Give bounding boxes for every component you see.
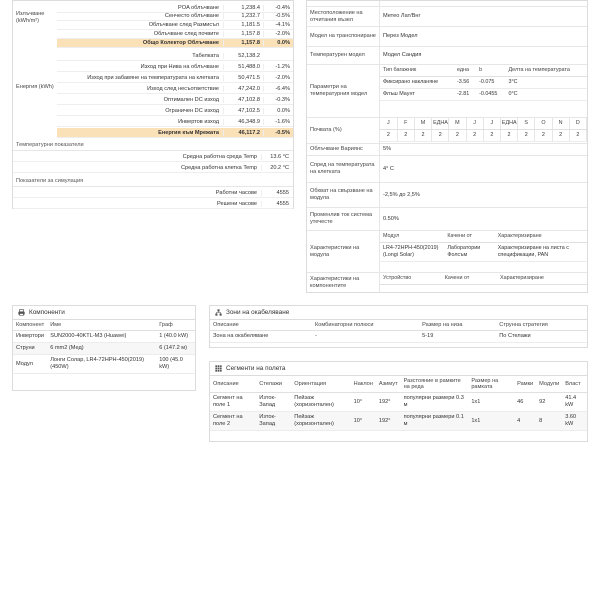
mismatch-label: Обхват на свързване на модула <box>310 188 373 201</box>
table-cell: Пейзаж (хоризонтален) <box>291 412 350 431</box>
irradiance-row-percent: -0.4% <box>263 5 293 11</box>
energy-row-label: Табелката <box>192 52 219 59</box>
temperature-row-value: 20.2 °C <box>261 165 293 171</box>
config-temp-params-row <box>307 65 587 118</box>
column-header: Делта на температурата <box>505 65 587 77</box>
transposition-label: Модел на транспониране <box>310 33 376 39</box>
irradiance-row-label: Облъчване след почвите <box>153 31 219 37</box>
soiling-month-header: ЕДНА <box>500 118 517 130</box>
weather-value: Метео Лат/Внг <box>379 7 587 26</box>
column-header: b <box>476 65 505 77</box>
table-cell: 92 <box>536 393 562 412</box>
table-header-row <box>13 320 195 331</box>
table-cell: 4 <box>514 412 536 431</box>
table-cell: 192° <box>376 393 401 412</box>
energy-row-label: Оптимален DC изход <box>163 96 219 103</box>
zones-table <box>210 320 587 343</box>
simulation-section-title: Показатели за симулация <box>13 176 293 187</box>
components-header <box>13 306 195 320</box>
soiling-month-value: 2 <box>466 130 483 142</box>
energy-row-value: 51,488.0 <box>223 64 263 70</box>
table-cell: 1x1 <box>468 393 514 412</box>
energy-row-percent: -6.4% <box>263 86 293 92</box>
irradiance-row-percent: -0.5% <box>263 13 293 19</box>
cell-temp-value: 4° C <box>379 156 587 182</box>
table-row <box>380 89 587 101</box>
table-row <box>13 355 195 374</box>
table-cell: Модул <box>13 355 47 374</box>
simulation-row-value: 4555 <box>261 190 293 196</box>
energy-row <box>57 128 293 138</box>
temp-model-value: Модел Сандия <box>379 47 587 64</box>
irradiance-row-percent: -4.1% <box>263 22 293 28</box>
energy-row-percent: -0.3% <box>263 97 293 103</box>
printer-icon <box>18 309 25 316</box>
energy-row-label: Изход при забавяне на температурата на клетката <box>87 74 219 81</box>
energy-row-value: 46,117.2 <box>223 130 263 136</box>
module-char-table <box>380 231 587 262</box>
energy-row <box>57 117 293 127</box>
energy-row-percent: 0.0% <box>263 108 293 114</box>
simulation-row-value: 4555 <box>261 201 293 207</box>
config-leakage-row <box>307 208 587 231</box>
irradiance-group-label: Излъчване (kWh/m²) <box>16 11 45 24</box>
energy-row-value: 46,348.9 <box>223 119 263 125</box>
energy-row <box>57 84 293 94</box>
table-cell: 41.4 kW <box>562 393 587 412</box>
table-row <box>380 243 587 262</box>
table-cell: популярни размери 0.1 м <box>401 412 469 431</box>
table-cell: Флъш Маунт <box>380 89 454 101</box>
energy-row <box>57 51 293 61</box>
soiling-month-value: 2 <box>500 130 517 142</box>
components-panel <box>12 305 196 391</box>
config-weather-row <box>307 7 587 27</box>
soiling-month-header: O <box>535 118 552 130</box>
simulation-row-label: Работни часове <box>215 189 257 196</box>
module-char-table-wrap <box>379 231 587 272</box>
table-cell: Лонги Солар, LR4-72HPH-450(2019) (450W) <box>47 355 156 374</box>
column-header: Устройство <box>380 273 442 285</box>
table-cell: По Стелажи <box>496 331 587 343</box>
energy-row <box>57 95 293 105</box>
energy-row-percent: -2.0% <box>263 75 293 81</box>
soiling-table <box>380 118 587 142</box>
column-header: Характеризиране <box>495 231 587 243</box>
energy-row-percent: -1.2% <box>263 64 293 70</box>
table-row <box>13 331 195 343</box>
irradiance-row-label: POA облъчване <box>177 5 219 11</box>
irr-variance-value: 5% <box>379 144 587 155</box>
simulation-config-panel <box>306 0 588 293</box>
column-header: Азимут <box>376 376 401 393</box>
component-char-table-wrap <box>379 273 587 293</box>
segments-table <box>210 376 587 431</box>
column-header: Власт <box>562 376 587 393</box>
config-temp-model-row <box>307 47 587 65</box>
table-header-row <box>210 320 587 331</box>
soiling-month-value: 2 <box>397 130 414 142</box>
irradiance-row-label: Сенчесто облъчване <box>164 13 219 19</box>
column-header: Качени от <box>442 273 497 285</box>
column-header: Размер на рамката <box>468 376 514 393</box>
table-header-row <box>380 65 587 77</box>
segments-header <box>210 362 587 376</box>
soiling-month-header: F <box>397 118 414 130</box>
temperature-row-label: Средна работна среда Temp <box>182 153 257 160</box>
config-soiling-row <box>307 118 587 144</box>
irradiance-row-label: Облъчване след Размисъл <box>148 22 219 28</box>
config-component-char-row <box>307 273 587 293</box>
soiling-month-value: 2 <box>449 130 466 142</box>
column-header: една <box>454 65 476 77</box>
table-cell: Фиксирано накланяне <box>380 77 454 89</box>
sitemap-icon <box>215 309 222 316</box>
table-cell: 1 (40.0 kW) <box>156 331 195 343</box>
irradiance-row <box>57 12 293 21</box>
energy-row <box>57 73 293 83</box>
column-header: Характеризиране <box>497 273 587 285</box>
table-row <box>210 331 587 343</box>
column-header: Стелажи <box>256 376 291 393</box>
table-cell: 1x1 <box>468 412 514 431</box>
table-row <box>13 343 195 355</box>
column-header: Качени от <box>444 231 494 243</box>
components-table <box>13 320 195 374</box>
column-header: Тип багажник <box>380 65 454 77</box>
soiling-month-value: 2 <box>569 130 586 142</box>
table-cell: 3°C <box>505 77 587 89</box>
table-cell: Зона на окабеляване <box>210 331 312 343</box>
energy-row-value: 50,471.5 <box>223 75 263 81</box>
energy-row-label: Изход при Нива на облъчване <box>140 63 219 70</box>
energy-row-label: Изход след несъответствие <box>147 85 219 92</box>
table-row <box>210 412 587 431</box>
irradiance-row-percent: -2.0% <box>263 31 293 37</box>
table-cell: SUN2000-40KTL-M3 (Huawei) <box>47 331 156 343</box>
soiling-label: Почвата (%) <box>310 127 342 133</box>
table-cell: Струни <box>13 343 47 355</box>
table-cell: Сегмент на поле 1 <box>210 393 256 412</box>
table-cell: 0°C <box>505 89 587 101</box>
column-header: Компонент <box>13 320 47 331</box>
soiling-header-row <box>380 118 587 130</box>
energy-row <box>57 106 293 116</box>
simulation-row-label: Решени часове <box>217 200 257 207</box>
temp-params-table <box>380 65 587 101</box>
energy-row-percent: -0.5% <box>263 130 293 136</box>
table-cell: 5-19 <box>419 331 496 343</box>
column-header: Модул <box>380 231 444 243</box>
column-header: Име <box>47 320 156 331</box>
soiling-month-value: 2 <box>380 130 397 142</box>
column-header: Размер на низа <box>419 320 496 331</box>
column-header: Разстояние в рамките на реда <box>401 376 469 393</box>
mismatch-value: -2,5% до 2,5% <box>379 183 587 207</box>
results-summary-panel <box>12 0 294 209</box>
energy-row <box>57 62 293 72</box>
weather-label: Местоположение на отчитания възел <box>310 9 363 23</box>
simulation-row <box>13 199 293 209</box>
soiling-month-value: 2 <box>483 130 500 142</box>
config-module-char-row <box>307 231 587 273</box>
soiling-month-header: J <box>466 118 483 130</box>
table-cell: - <box>312 331 419 343</box>
leakage-label: Променлив ток система утечесте <box>310 212 373 225</box>
energy-row-label: Инвертов изход <box>178 118 219 125</box>
component-char-table <box>380 273 587 285</box>
temp-model-label: Температурен модел <box>310 52 365 58</box>
leakage-value: 0.50% <box>379 208 587 230</box>
irradiance-row-percent: 0.0% <box>263 40 293 46</box>
soiling-month-header: J <box>380 118 397 130</box>
module-char-label: Характеристики на модула <box>310 244 360 258</box>
irradiance-row-value: 1,238.4 <box>223 5 263 11</box>
table-cell: 10° <box>351 393 376 412</box>
column-header: Рамки <box>514 376 536 393</box>
component-char-label: Характеристики на компонентите <box>310 276 360 289</box>
column-header: Граф <box>156 320 195 331</box>
soiling-month-header: D <box>569 118 586 130</box>
config-cell-temp-row <box>307 156 587 183</box>
temperature-row <box>13 163 293 173</box>
table-header-row <box>210 376 587 393</box>
energy-row-percent: -1.6% <box>263 119 293 125</box>
cell-temp-label: Спред на температурата на клетката <box>310 162 375 175</box>
irradiance-row-label: Общо Колектор Облъчване <box>142 40 219 46</box>
table-cell: 3.60 kW <box>562 412 587 431</box>
energy-group-label: Енергия (kWh) <box>16 84 54 90</box>
irradiance-row <box>57 21 293 30</box>
simulation-row <box>13 188 293 198</box>
irradiance-row <box>57 39 293 48</box>
table-cell: Изток-Запад <box>256 412 291 431</box>
table-cell: LR4-72HPH-450(2019) (Longi Solar) <box>380 243 444 262</box>
energy-row-label: Ограничен DC изход <box>165 107 219 114</box>
temperature-row-value: 13.6 °C <box>261 154 293 160</box>
table-cell: 6 (147.2 м) <box>156 343 195 355</box>
soiling-month-header: J <box>483 118 500 130</box>
irr-variance-label: Облъчване Вариянс <box>310 146 363 152</box>
column-header: Ориентация <box>291 376 350 393</box>
column-header: Комбинаторни полюси <box>312 320 419 331</box>
table-cell: Сегмент на поле 2 <box>210 412 256 431</box>
soiling-month-value: 2 <box>552 130 569 142</box>
soiling-value-row <box>380 130 587 142</box>
soiling-month-value: 2 <box>432 130 449 142</box>
column-header: Струнна стратегия <box>496 320 587 331</box>
field-segments-panel <box>209 361 588 442</box>
soiling-month-header: N <box>552 118 569 130</box>
irradiance-row-value: 1,181.5 <box>223 22 263 28</box>
zones-header <box>210 306 587 320</box>
soiling-month-header: M <box>449 118 466 130</box>
energy-row-value: 52,138.2 <box>223 53 263 59</box>
table-cell: 192° <box>376 412 401 431</box>
soiling-month-header: S <box>518 118 535 130</box>
energy-row-value: 47,102.8 <box>223 97 263 103</box>
irradiance-row <box>57 30 293 39</box>
column-header: Описание <box>210 320 312 331</box>
table-cell: Инвертори <box>13 331 47 343</box>
zones-title: Зони на окабеляване <box>226 309 290 316</box>
temp-params-label: Параметри на температурния модел <box>310 84 368 97</box>
soiling-month-value: 2 <box>518 130 535 142</box>
table-cell: Изток-Запад <box>256 393 291 412</box>
wiring-zones-panel <box>209 305 588 348</box>
temperature-row-label: Средна работна клетка Temp <box>180 164 257 171</box>
soiling-table-wrap <box>379 118 587 143</box>
table-cell: -0.075 <box>476 77 505 89</box>
irradiance-row-value: 1,157.8 <box>223 40 263 46</box>
irradiance-row-value: 1,157.8 <box>223 31 263 37</box>
column-header: Модули <box>536 376 562 393</box>
config-irr-variance-row <box>307 144 587 156</box>
energy-row-label: Енергия към Мрежата <box>158 129 219 136</box>
soiling-month-header: ЕДНА <box>432 118 449 130</box>
table-row <box>380 77 587 89</box>
table-cell: Лаборатории Фолсъм <box>444 243 494 262</box>
segments-title: Сегменти на полета <box>226 365 286 372</box>
temperature-row <box>13 152 293 162</box>
transposition-value: Перез Модел <box>379 27 587 46</box>
table-header-row <box>380 273 587 285</box>
irradiance-row-value: 1,232.7 <box>223 13 263 19</box>
table-cell: 100 (45.0 kW) <box>156 355 195 374</box>
soiling-month-value: 2 <box>414 130 431 142</box>
temperature-section-title: Температурни показатели <box>13 140 293 151</box>
config-transposition-row <box>307 27 587 47</box>
table-cell: 46 <box>514 393 536 412</box>
temp-params-table-wrap <box>379 65 587 117</box>
soiling-month-header: M <box>414 118 431 130</box>
table-cell: популярни размери 0.3 м <box>401 393 469 412</box>
column-header: Наклон <box>351 376 376 393</box>
components-title: Компоненти <box>29 309 65 316</box>
table-row <box>210 393 587 412</box>
soiling-month-value: 2 <box>535 130 552 142</box>
table-cell: 10° <box>351 412 376 431</box>
grid-icon <box>215 365 222 372</box>
table-cell: Характеризиране на листа с спецификации, PAN <box>495 243 587 262</box>
table-cell: 8 <box>536 412 562 431</box>
table-cell: -3.56 <box>454 77 476 89</box>
energy-row-value: 47,242.0 <box>223 86 263 92</box>
table-cell: -0.0455 <box>476 89 505 101</box>
energy-row-value: 47,102.5 <box>223 108 263 114</box>
table-cell: Пейзаж (хоризонтален) <box>291 393 350 412</box>
column-header: Описание <box>210 376 256 393</box>
table-cell: -2.81 <box>454 89 476 101</box>
config-mismatch-row <box>307 183 587 208</box>
table-cell: 6 mm2 (Мед) <box>47 343 156 355</box>
table-header-row <box>380 231 587 243</box>
